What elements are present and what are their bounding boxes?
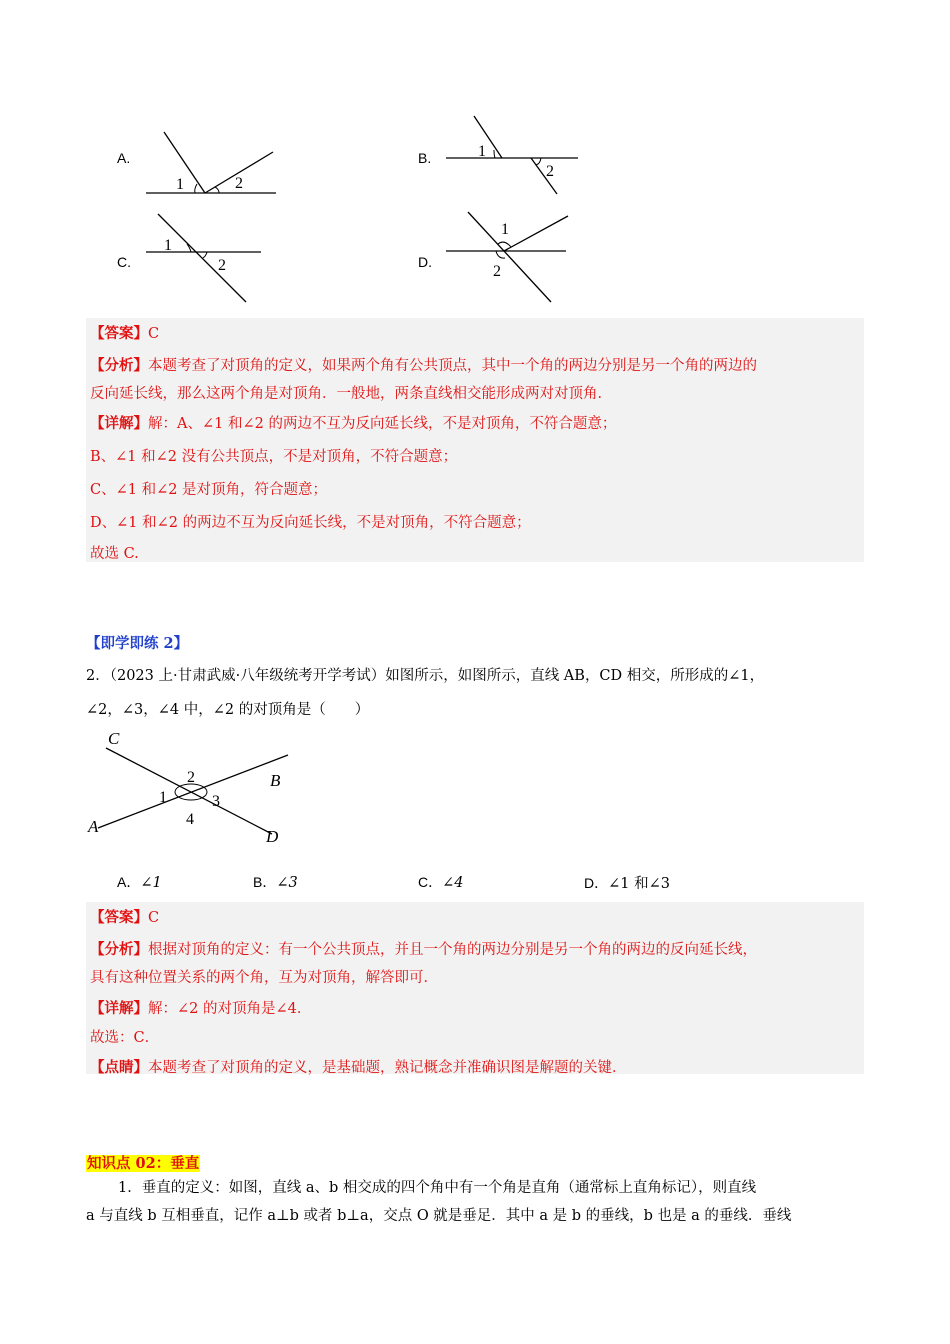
option-b-angle2: 2 <box>546 163 554 180</box>
knowledge-heading <box>86 1152 200 1173</box>
angle-4: 4 <box>186 811 194 828</box>
answer-box-1 <box>86 318 864 562</box>
answer-value-2: C <box>148 910 160 926</box>
detail-d: D、∠1 和∠2 的两边不互为反向延长线，不是对顶角，不符合题意； <box>90 515 531 531</box>
option-c-angle1: 1 <box>164 237 172 254</box>
option-d-angle2: 2 <box>493 263 501 280</box>
option-a-angle2: 2 <box>235 175 243 192</box>
detail-text-2: 解：∠2 的对顶角是∠4． <box>148 1001 312 1017</box>
question-line-1: 2．（2023 上·甘肃武威·八年级统考开学考试）如图所示，如图所示，直线 AB，CD 相交，所形成的∠1， <box>86 668 765 684</box>
choice-d-letter: D． <box>584 875 609 891</box>
choice-d-text: ∠1 和∠3 <box>608 876 670 892</box>
option-a-label: A. <box>117 150 131 166</box>
analysis-text-2a: 根据对顶角的定义：有一个公共顶点，并且一个角的两边分别是另一个角的两边的反向延长线， <box>148 942 757 958</box>
detail-c: C、∠1 和∠2 是对顶角，符合题意； <box>90 482 328 498</box>
detail-tag-2: 【详解】 <box>90 1000 148 1017</box>
angle-1: 1 <box>159 789 167 806</box>
choice-d[interactable] <box>584 872 670 893</box>
answer-value: C <box>148 326 160 342</box>
answer-tag-2: 【答案】 <box>90 909 148 926</box>
option-b-angle1: 1 <box>478 143 486 160</box>
conclusion: 故选 C. <box>90 546 139 562</box>
choice-b[interactable] <box>253 872 298 892</box>
option-c-angle2: 2 <box>218 257 226 274</box>
option-b-label: B. <box>418 150 432 166</box>
label-b: B <box>270 771 281 790</box>
choice-a-text: ∠1 <box>140 875 162 891</box>
option-a-figure <box>140 112 285 202</box>
option-c-figure <box>140 210 285 306</box>
choice-c[interactable] <box>418 872 464 892</box>
option-b-figure <box>440 110 585 200</box>
choice-c-letter: C． <box>418 874 443 890</box>
analysis-text-2b: 具有这种位置关系的两个角，互为对顶角，解答即可． <box>90 970 438 986</box>
conclusion-2: 故选：C． <box>90 1030 160 1046</box>
analysis-tag: 【分析】 <box>90 357 148 374</box>
angle-2: 2 <box>187 769 195 786</box>
intersecting-lines-figure <box>84 724 304 852</box>
analysis-text-2: 反向延长线，那么这两个角是对顶角．一般地，两条直线相交能形成两对对顶角． <box>90 386 612 402</box>
label-a: A <box>88 817 99 836</box>
tip-text: 本题考查了对顶角的定义，是基础题，熟记概念并准确识图是解题的关键． <box>148 1060 627 1076</box>
option-d-figure <box>440 208 585 306</box>
angle-3: 3 <box>212 793 220 810</box>
option-d-angle1: 1 <box>501 221 509 238</box>
knowledge-heading-text: 知识点 02：垂直 <box>87 1155 200 1172</box>
label-c: C <box>108 729 120 748</box>
analysis-text: 本题考查了对顶角的定义，如果两个角有公共顶点，其中一个角的两边分别是另一个角的两边的 <box>148 358 757 374</box>
option-c-label: C. <box>117 254 131 270</box>
answer-tag: 【答案】 <box>90 325 148 342</box>
choice-a-letter: A． <box>117 874 141 890</box>
practice-heading: 【即学即练 2】 <box>86 635 189 652</box>
detail-b: B、∠1 和∠2 没有公共顶点，不是对顶角，不符合题意； <box>90 449 458 465</box>
knowledge-line-1: 1．垂直的定义：如图，直线 a、b 相交成的四个角中有一个角是直角（通常标上直角标记），则直线 <box>118 1180 757 1196</box>
option-d-label: D. <box>418 254 432 270</box>
choice-a[interactable] <box>117 872 162 892</box>
choice-b-text: ∠3 <box>276 875 298 891</box>
knowledge-line-2: a 与直线 b 互相垂直，记作 a⊥b 或者 b⊥a，交点 O 就是垂足．其中 a 是 b 的垂线，b 也是 a 的垂线．垂线 <box>86 1208 792 1224</box>
label-d: D <box>266 827 279 846</box>
option-a-angle1: 1 <box>176 176 184 193</box>
question-line-2: ∠2，∠3，∠4 中，∠2 的对顶角是（ ） <box>86 702 370 718</box>
detail-tag: 【详解】 <box>90 415 148 432</box>
analysis-tag-2: 【分析】 <box>90 941 148 958</box>
choice-b-letter: B． <box>253 874 277 890</box>
answer-box-2 <box>86 902 864 1074</box>
tip-tag: 【点睛】 <box>90 1059 148 1076</box>
detail-a: 解：A、∠1 和∠2 的两边不互为反向延长线，不是对顶角，不符合题意； <box>148 416 617 432</box>
choice-c-text: ∠4 <box>442 875 464 891</box>
